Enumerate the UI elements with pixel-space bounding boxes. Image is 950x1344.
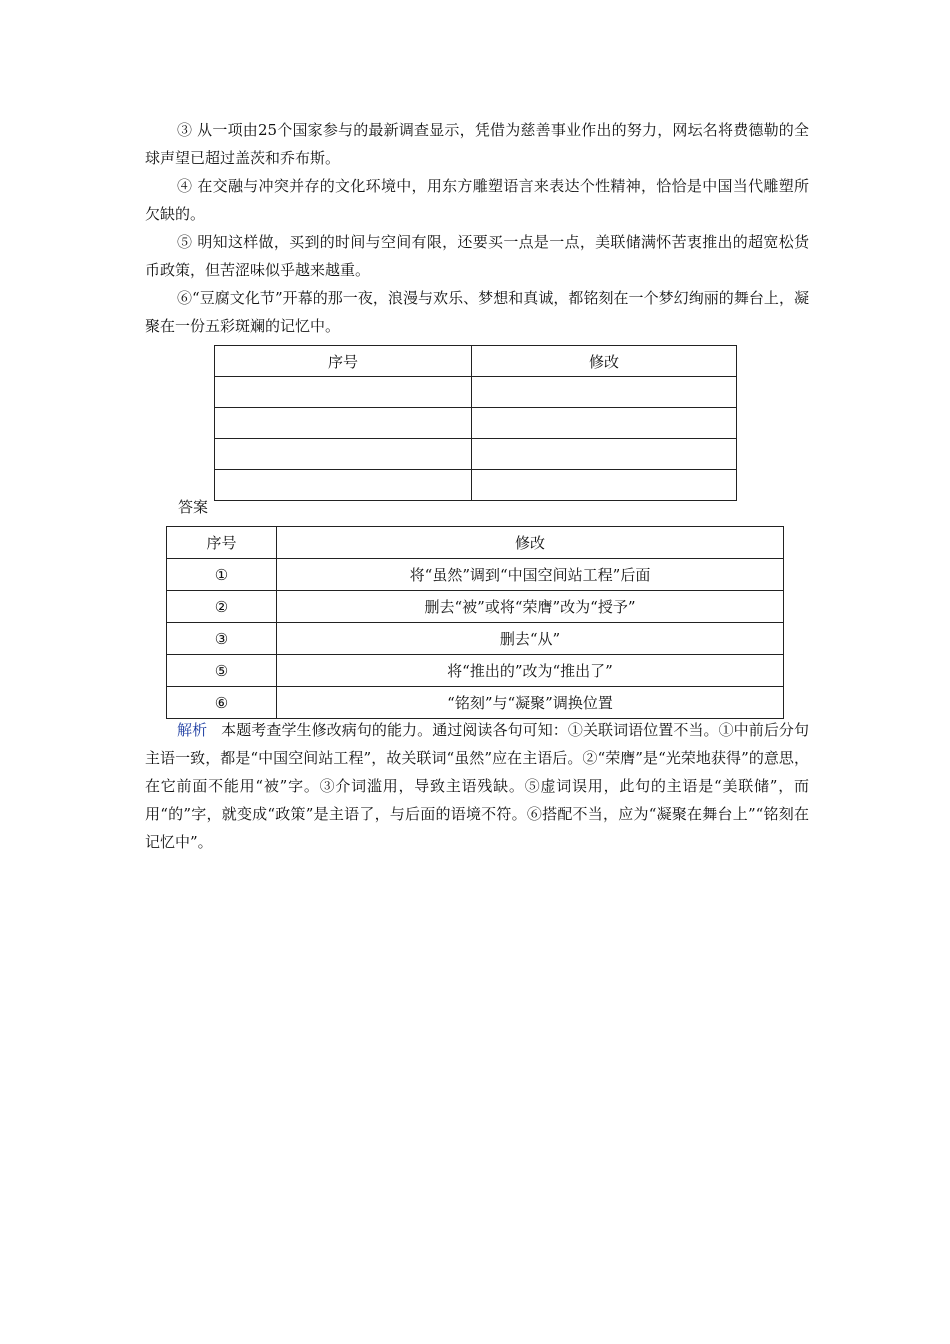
blank-cell [472, 377, 737, 408]
answer-blank-table [214, 345, 737, 501]
table-header-row [167, 527, 784, 559]
blank-cell [472, 408, 737, 439]
row-number: ① [167, 559, 277, 591]
table-header-row [215, 346, 737, 377]
analysis [145, 716, 809, 856]
header-number: 序号 [167, 527, 277, 559]
row-number: ⑤ [167, 655, 277, 687]
row-number: ⑥ [167, 687, 277, 719]
analysis-text: 本题考查学生修改病句的能力。通过阅读各句可知：①关联词语位置不当。①中前后分句主语一致，都是“中国空间站工程”，故关联词“虽然”应在主语后。②“荣膺”是“光荣地获得”的意思，在它前面不能用“被”字。③介词滥用，导致主语残缺。⑤虚词误用，此句的主语是“美联储”，而用“的”字，就变成“政策”是主语了，与后面的语境不符。⑥搭配不当，应为“凝聚在舞台上”“铭刻在记忆中”。 [145, 721, 809, 851]
blank-cell [215, 439, 472, 470]
blank-row [215, 377, 737, 408]
blank-cell [472, 470, 737, 501]
answer-table [166, 526, 784, 719]
blank-cell [472, 439, 737, 470]
row-number: ② [167, 591, 277, 623]
sentence-3: ③ 从一项由25个国家参与的最新调查显示，凭借为慈善事业作出的努力，网坛名将费德勒的全球声望已超过盖茨和乔布斯。 [145, 121, 809, 167]
sentence-6: ⑥“豆腐文化节”开幕的那一夜，浪漫与欢乐、梦想和真诚，都铭刻在一个梦幻绚丽的舞台上，凝聚在一份五彩斑斓的记忆中。 [145, 289, 809, 335]
table-row [167, 559, 784, 591]
row-correction: 将“虽然”调到“中国空间站工程”后面 [277, 559, 784, 591]
header-number: 序号 [215, 346, 472, 377]
table-row [167, 623, 784, 655]
table-row [167, 591, 784, 623]
row-correction: 将“推出的”改为“推出了” [277, 655, 784, 687]
answer-label: 答案 [178, 498, 209, 516]
question-body [145, 116, 809, 340]
table-row [167, 687, 784, 719]
row-correction: 删去“被”或将“荣膺”改为“授予” [277, 591, 784, 623]
blank-row [215, 408, 737, 439]
sentence-4: ④ 在交融与冲突并存的文化环境中，用东方雕塑语言来表达个性精神，恰恰是中国当代雕塑所欠缺的。 [145, 177, 809, 223]
table-row [167, 655, 784, 687]
blank-row [215, 439, 737, 470]
header-correction: 修改 [277, 527, 784, 559]
blank-cell [215, 470, 472, 501]
sentence-5: ⑤ 明知这样做，买到的时间与空间有限，还要买一点是一点，美联储满怀苦衷推出的超宽松货币政策，但苦涩味似乎越来越重。 [145, 233, 809, 279]
blank-row [215, 470, 737, 501]
analysis-label: 解析 [177, 721, 208, 739]
blank-cell [215, 408, 472, 439]
row-correction: 删去“从” [277, 623, 784, 655]
header-correction: 修改 [472, 346, 737, 377]
row-correction: “铭刻”与“凝聚”调换位置 [277, 687, 784, 719]
row-number: ③ [167, 623, 277, 655]
blank-cell [215, 377, 472, 408]
